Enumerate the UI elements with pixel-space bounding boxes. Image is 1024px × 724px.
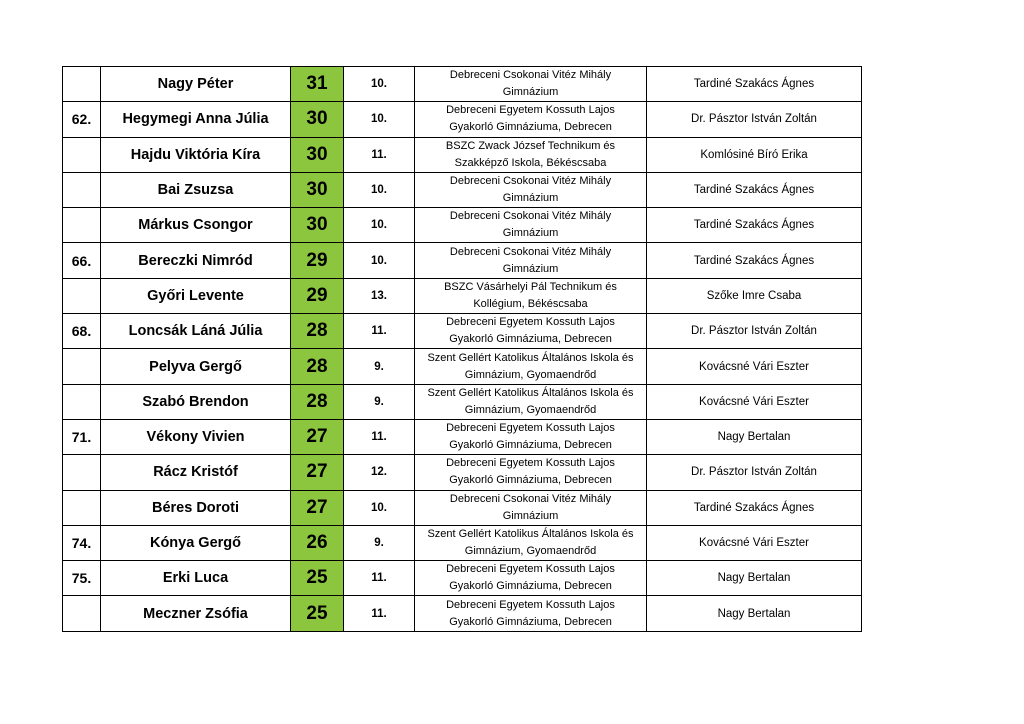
grade-cell: 11. (344, 561, 415, 596)
grade-cell: 10. (344, 102, 415, 137)
school-cell (415, 102, 647, 137)
teacher-cell: Kovácsné Vári Eszter (647, 349, 862, 384)
school-cell (415, 278, 647, 313)
table-row (63, 419, 862, 454)
table-row (63, 67, 862, 102)
rank-cell (63, 349, 101, 384)
grade-cell: 11. (344, 137, 415, 172)
teacher-cell: Komlósiné Bíró Erika (647, 137, 862, 172)
school-name-line-1: Szent Gellért Katolikus Általános Iskola és (427, 386, 634, 399)
table-row (63, 561, 862, 596)
teacher-cell: Tardiné Szakács Ágnes (647, 243, 862, 278)
school-name-line-2: Gyakorló Gimnáziuma, Debrecen (449, 439, 612, 452)
grade-cell: 12. (344, 455, 415, 490)
table-row (63, 102, 862, 137)
teacher-cell: Tardiné Szakács Ágnes (647, 67, 862, 102)
table-row (63, 525, 862, 560)
school-name-line-2: Gimnázium (502, 192, 559, 205)
score-cell: 29 (291, 278, 344, 313)
student-name-cell: Szabó Brendon (101, 384, 291, 419)
school-name-line-2: Gyakorló Gimnáziuma, Debrecen (449, 121, 612, 134)
student-name-cell: Nagy Péter (101, 67, 291, 102)
rank-cell (63, 455, 101, 490)
table-row (63, 137, 862, 172)
school-name-line-1: BSZC Zwack József Technikum és (445, 139, 616, 152)
school-cell (415, 349, 647, 384)
teacher-cell: Kovácsné Vári Eszter (647, 525, 862, 560)
score-cell: 27 (291, 490, 344, 525)
student-name-cell: Rácz Kristóf (101, 455, 291, 490)
school-name-line-2: Gimnázium, Gyomaendrőd (464, 545, 597, 557)
school-name-line-1: Debreceni Egyetem Kossuth Lajos (446, 563, 615, 576)
student-name-cell: Győri Levente (101, 278, 291, 313)
score-cell: 25 (291, 596, 344, 631)
grade-cell: 10. (344, 172, 415, 207)
teacher-cell: Dr. Pásztor István Zoltán (647, 455, 862, 490)
grade-cell: 11. (344, 419, 415, 454)
student-name-cell: Hajdu Viktória Kíra (101, 137, 291, 172)
student-name-cell: Márkus Csongor (101, 208, 291, 243)
student-name-cell: Bai Zsuzsa (101, 172, 291, 207)
teacher-cell: Tardiné Szakács Ágnes (647, 490, 862, 525)
grade-cell: 10. (344, 208, 415, 243)
school-cell (415, 384, 647, 419)
score-cell: 30 (291, 172, 344, 207)
teacher-cell: Tardiné Szakács Ágnes (647, 172, 862, 207)
teacher-cell: Szőke Imre Csaba (647, 278, 862, 313)
rank-cell (63, 384, 101, 419)
rank-cell (63, 596, 101, 631)
table-row (63, 349, 862, 384)
score-cell: 28 (291, 384, 344, 419)
score-cell: 28 (291, 349, 344, 384)
school-name-line-2: Gimnázium, Gyomaendrőd (464, 403, 597, 416)
rank-cell: 74. (63, 525, 101, 560)
school-name-line-2: Gyakorló Gimnáziuma, Debrecen (449, 615, 612, 628)
rank-cell (63, 208, 101, 243)
teacher-cell: Nagy Bertalan (647, 596, 862, 631)
table-row (63, 314, 862, 349)
score-cell: 26 (291, 525, 344, 560)
rank-cell (63, 137, 101, 172)
score-cell: 28 (291, 314, 344, 349)
score-cell: 29 (291, 243, 344, 278)
table-row (63, 243, 862, 278)
school-cell (415, 208, 647, 243)
student-name-cell: Bereczki Nimród (101, 243, 291, 278)
grade-cell: 13. (344, 278, 415, 313)
table-row (63, 278, 862, 313)
school-cell (415, 67, 647, 102)
school-name-line-2: Gimnázium, Gyomaendrőd (464, 368, 597, 381)
table-row (63, 172, 862, 207)
teacher-cell: Nagy Bertalan (647, 419, 862, 454)
school-cell (415, 172, 647, 207)
school-name-line-1: Debreceni Csokonai Vitéz Mihály (449, 245, 612, 258)
results-table-body (63, 67, 862, 632)
school-name-line-1: Debreceni Egyetem Kossuth Lajos (446, 316, 615, 329)
school-name-line-2: Gyakorló Gimnáziuma, Debrecen (449, 580, 612, 593)
school-name-line-1: Szent Gellért Katolikus Általános Iskola és (427, 351, 634, 364)
student-name-cell: Loncsák Láná Júlia (101, 314, 291, 349)
school-name-line-2: Szakképző Iskola, Békéscsaba (454, 156, 607, 169)
school-cell (415, 137, 647, 172)
score-cell: 25 (291, 561, 344, 596)
score-cell: 30 (291, 102, 344, 137)
school-name-line-1: Debreceni Egyetem Kossuth Lajos (446, 104, 615, 117)
school-name-line-2: Gimnázium (502, 86, 559, 99)
school-name-line-2: Gyakorló Gimnáziuma, Debrecen (449, 333, 612, 346)
table-row (63, 490, 862, 525)
student-name-cell: Vékony Vivien (101, 419, 291, 454)
grade-cell: 9. (344, 525, 415, 560)
school-name-line-1: Debreceni Egyetem Kossuth Lajos (446, 457, 615, 470)
teacher-cell: Kovácsné Vári Eszter (647, 384, 862, 419)
school-cell (415, 525, 647, 560)
grade-cell: 11. (344, 596, 415, 631)
school-name-line-2: Gimnázium (502, 227, 559, 240)
school-name-line-1: Debreceni Csokonai Vitéz Mihály (449, 210, 612, 223)
rank-cell: 75. (63, 561, 101, 596)
teacher-cell: Nagy Bertalan (647, 561, 862, 596)
student-name-cell: Hegymegi Anna Júlia (101, 102, 291, 137)
grade-cell: 9. (344, 349, 415, 384)
student-name-cell: Meczner Zsófia (101, 596, 291, 631)
rank-cell: 68. (63, 314, 101, 349)
table-row (63, 208, 862, 243)
school-name-line-1: Debreceni Csokonai Vitéz Mihály (449, 69, 612, 82)
school-cell (415, 419, 647, 454)
rank-cell (63, 172, 101, 207)
rank-cell: 62. (63, 102, 101, 137)
score-cell: 30 (291, 137, 344, 172)
rank-cell (63, 490, 101, 525)
score-cell: 27 (291, 419, 344, 454)
student-name-cell: Pelyva Gergő (101, 349, 291, 384)
rank-cell (63, 67, 101, 102)
score-cell: 31 (291, 67, 344, 102)
student-name-cell: Kónya Gergő (101, 525, 291, 560)
school-name-line-1: Debreceni Egyetem Kossuth Lajos (446, 598, 615, 611)
school-name-line-2: Gimnázium (502, 509, 559, 522)
grade-cell: 10. (344, 67, 415, 102)
school-cell (415, 243, 647, 278)
school-name-line-1: Debreceni Egyetem Kossuth Lajos (446, 422, 615, 435)
school-cell (415, 596, 647, 631)
student-name-cell: Erki Luca (101, 561, 291, 596)
school-name-line-1: Szent Gellért Katolikus Általános Iskola és (427, 528, 634, 540)
school-name-line-1: Debreceni Csokonai Vitéz Mihály (449, 492, 612, 505)
teacher-cell: Dr. Pásztor István Zoltán (647, 314, 862, 349)
rank-cell (63, 278, 101, 313)
student-name-cell: Béres Doroti (101, 490, 291, 525)
school-name-line-2: Kollégium, Békéscsaba (473, 297, 588, 310)
school-cell (415, 490, 647, 525)
teacher-cell: Tardiné Szakács Ágnes (647, 208, 862, 243)
table-row (63, 596, 862, 631)
table-row (63, 384, 862, 419)
school-cell (415, 455, 647, 490)
table-row (63, 455, 862, 490)
school-name-line-2: Gyakorló Gimnáziuma, Debrecen (449, 474, 612, 487)
grade-cell: 11. (344, 314, 415, 349)
score-cell: 30 (291, 208, 344, 243)
teacher-cell: Dr. Pásztor István Zoltán (647, 102, 862, 137)
grade-cell: 10. (344, 490, 415, 525)
rank-cell: 66. (63, 243, 101, 278)
school-name-line-1: Debreceni Csokonai Vitéz Mihály (449, 175, 612, 188)
rank-cell: 71. (63, 419, 101, 454)
score-cell: 27 (291, 455, 344, 490)
grade-cell: 9. (344, 384, 415, 419)
school-name-line-2: Gimnázium (502, 262, 559, 275)
grade-cell: 10. (344, 243, 415, 278)
school-cell (415, 314, 647, 349)
school-name-line-1: BSZC Vásárhelyi Pál Technikum és (444, 280, 617, 293)
school-cell (415, 561, 647, 596)
results-table (62, 66, 862, 632)
